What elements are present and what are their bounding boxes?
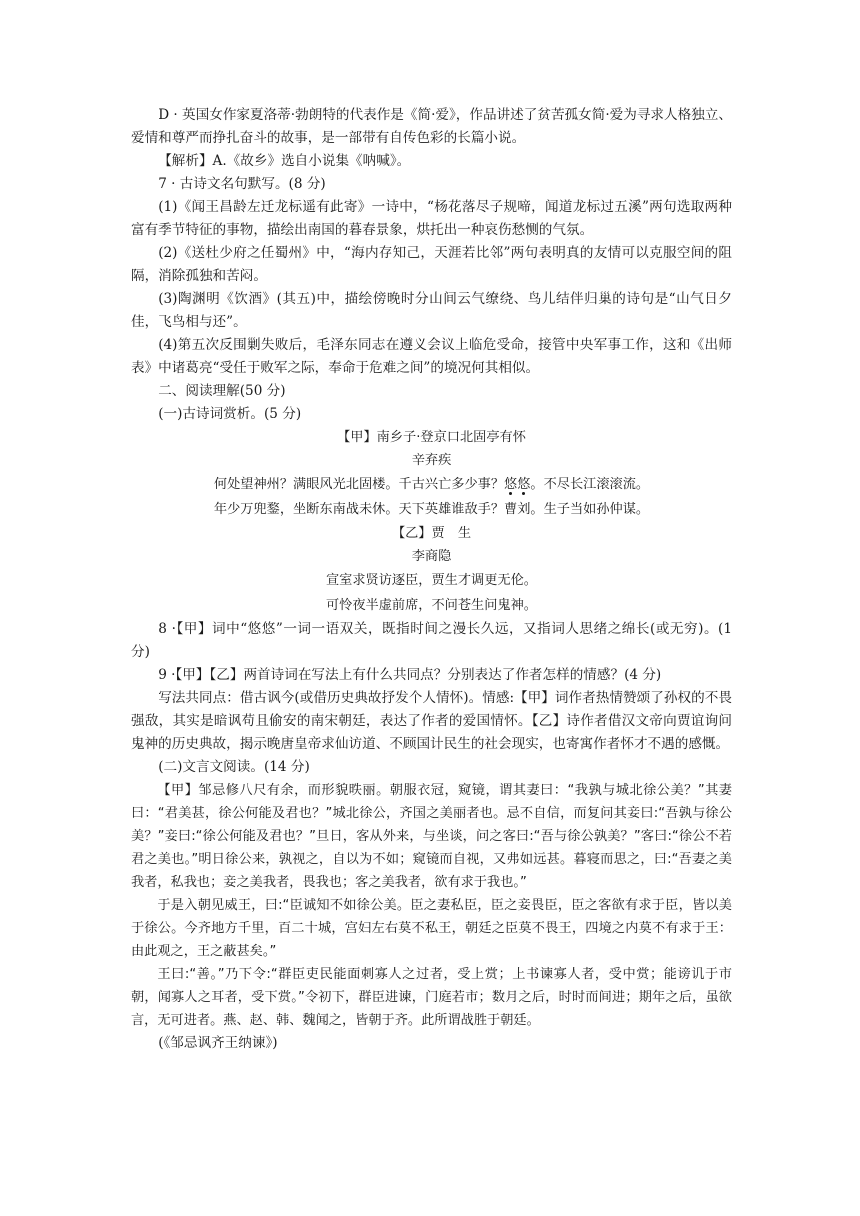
poem-yi-author: 李商隐 <box>411 549 452 564</box>
subsection-heading-poetry: (一)古诗词赏析。(5 分) <box>158 406 302 422</box>
poem-yi-line-1: 宣室求贤访逐臣，贾生才调更无伦。 <box>326 573 537 588</box>
poem-yi-title: 【乙】贾 生 <box>391 526 472 541</box>
poem-jia-title: 【甲】南乡子·登京口北固亭有怀 <box>337 430 526 445</box>
subsection-heading-classical: (二)文言文阅读。(14 分) <box>158 759 310 775</box>
poem-jia-line-1-start: 何处望神州？满眼风光北固楼。千古兴亡多少事？ <box>213 477 505 492</box>
question-9: 9 ·【甲】【乙】两首诗词在写法上有什么共同点？分别表达了作者怎样的情感？(4 分) <box>158 667 662 683</box>
analysis-text: 【解析】A.《故乡》选自小说集《呐喊》。 <box>158 153 411 169</box>
question-7-item-3: (3)陶渊明《饮酒》(其五)中，描绘傍晚时分山间云气缭绕、鸟儿结伴归巢的诗句是“山气日夕佳，飞鸟相与还”。 <box>131 291 732 330</box>
question-7-item-4: (4)第五次反围剿失败后，毛泽东同志在遵义会议上临危受命，接管中央军事工作，这和《出师表》中诸葛亮“受任于败军之际，奉命于危难之间”的境况何其相似。 <box>131 337 732 376</box>
classical-paragraph-3: 王曰:“善。”乃下令:“群臣吏民能面刺寡人之过者，受上赏；上书谏寡人者，受中赏；能谤讥于市朝，闻寡人之耳者，受下赏。”令初下，群臣进谏，门庭若市；数月之后，时时而间进；期年之后，虽欲言，无可进者。燕、赵、韩、魏闻之，皆朝于齐。此所谓战胜于朝廷。 <box>131 967 732 1028</box>
question-9-answer: 写法共同点：借古讽今(或借历史典故抒发个人情怀)。情感:【甲】词作者热情赞颂了孙权的不畏强敌，其实是暗讽苟且偷安的南宋朝廷，表达了作者的爱国情怀。【乙】诗作者借汉文帝向贾谊询问鬼神的历史典故，揭示晚唐皇帝求仙访道、不顾国计民生的社会现实，也寄寓作者怀才不遇的感慨。 <box>131 690 732 752</box>
poem-jia-line-2: 年少万兜鍪，坐断东南战未休。天下英雄谁敌手？曹刘。生子当如孙仲谋。 <box>213 502 650 517</box>
poem-jia-line-1-end: 。不尽长江滚滚流。 <box>530 477 650 492</box>
question-7-item-1: (1)《闻王昌龄左迁龙标遥有此寄》一诗中，“杨花落尽子规啼，闻道龙标过五溪”两句选取两种富有季节特征的事物，描绘出南国的暮春景象，烘托出一种哀伤愁恻的气氛。 <box>131 199 732 238</box>
emphasis-char-1: 悠 <box>504 477 518 492</box>
poem-jia-author: 辛弃疾 <box>411 453 452 468</box>
section-heading: 二、阅读理解(50 分) <box>158 383 286 399</box>
poem-jia-line-1 <box>131 472 732 497</box>
poem-yi-line-2: 可怜夜半虚前席，不问苍生问鬼神。 <box>326 598 537 613</box>
emphasis-char-2: 悠 <box>517 477 531 492</box>
question-7-item-2: (2)《送杜少府之任蜀州》中，“海内存知己，天涯若比邻”两句表明真的友情可以克服空间的阻隔，消除孤独和苦闷。 <box>131 245 732 284</box>
option-d-text: D · 英国女作家夏洛蒂·勃朗特的代表作是《简·爱》，作品讲述了贫苦孤女简·爱为寻求人格独立、爱情和尊严而挣扎奋斗的故事，是一部带有自传色彩的长篇小说。 <box>131 107 732 146</box>
classical-source: (《邹忌讽齐王纳谏》) <box>158 1035 278 1051</box>
classical-paragraph-1: 【甲】邹忌修八尺有余，而形貌昳丽。朝服衣冠，窥镜，谓其妻曰：“我孰与城北徐公美？”其妻曰：“君美甚，徐公何能及君也？”城北徐公，齐国之美丽者也。忌不自信，而复问其妾曰:“吾孰与徐公美？”妾曰:“徐公何能及君也？”旦日，客从外来，与坐谈，问之客曰:“吾与徐公孰美？”客曰:“徐公不若君之美也。”明日徐公来，孰视之，自以为不如；窥镜而自视，又弗如远甚。暮寝而思之，曰:“吾妻之美我者，私我也；妾之美我者，畏我也；客之美我者，欲有求于我也。” <box>131 783 732 890</box>
question-8: 8 ·【甲】词中“悠悠”一词一语双关，既指时间之漫长久远，又指词人思绪之绵长(或无穷)。(1 分) <box>131 621 732 660</box>
classical-paragraph-2: 于是入朝见威王，曰:“臣诚知不如徐公美。臣之妻私臣，臣之妾畏臣，臣之客欲有求于臣，皆以美于徐公。今齐地方千里，百二十城，宫妇左右莫不私王，朝廷之臣莫不畏王，四境之内莫不有求于王：由此观之，王之蔽甚矣。” <box>131 898 732 959</box>
question-7-title: 7 · 古诗文名句默写。(8 分) <box>158 176 326 192</box>
